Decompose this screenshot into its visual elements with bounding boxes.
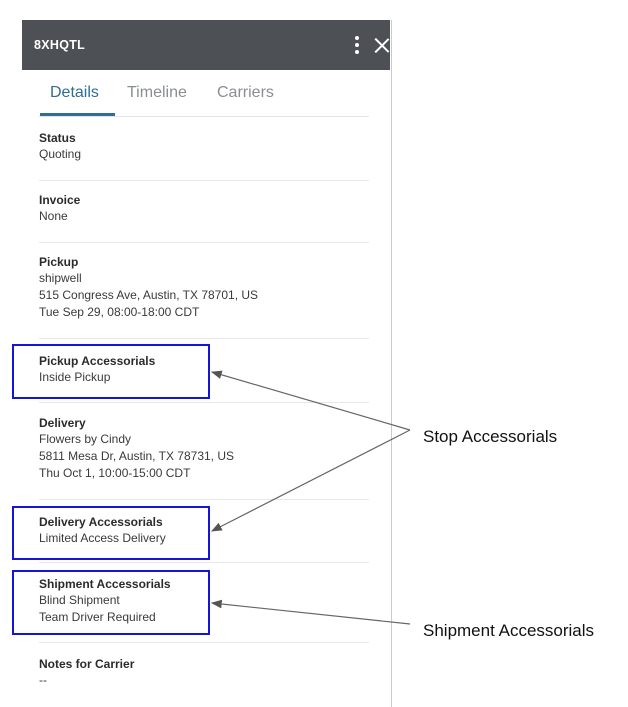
shipment-accessorials-label: Shipment Accessorials	[39, 577, 171, 591]
stop-accessorials-annotation: Stop Accessorials	[423, 427, 558, 446]
delivery-address: 5811 Mesa Dr, Austin, TX 78731, US	[39, 449, 234, 463]
arrow-to-delivery-accessorials	[212, 430, 410, 531]
shipment-accessorial-item: Team Driver Required	[39, 610, 156, 624]
pickup-accessorial-item: Inside Pickup	[39, 370, 111, 384]
pickup-company: shipwell	[39, 271, 82, 285]
tab-carriers[interactable]: Carriers	[217, 84, 274, 101]
delivery-time: Thu Oct 1, 10:00-15:00 CDT	[39, 466, 191, 480]
shipment-accessorial-item: Blind Shipment	[39, 593, 120, 607]
arrow-to-shipment-accessorials	[212, 603, 410, 624]
pickup-address: 515 Congress Ave, Austin, TX 78701, US	[39, 288, 259, 302]
delivery-company: Flowers by Cindy	[39, 432, 132, 446]
pickup-accessorials-label: Pickup Accessorials	[39, 354, 156, 368]
delivery-label: Delivery	[39, 416, 86, 430]
notes-for-carrier-value: --	[39, 673, 47, 687]
invoice-label: Invoice	[39, 193, 81, 207]
delivery-accessorials-label: Delivery Accessorials	[39, 515, 163, 529]
tab-details[interactable]: Details	[50, 84, 99, 101]
invoice-value: None	[39, 209, 68, 223]
shipment-id: 8XHQTL	[34, 38, 86, 52]
tab-timeline[interactable]: Timeline	[127, 84, 187, 101]
arrow-to-pickup-accessorials	[212, 372, 410, 430]
pickup-time: Tue Sep 29, 08:00-18:00 CDT	[39, 305, 200, 319]
status-value: Quoting	[39, 147, 82, 161]
status-label: Status	[39, 131, 76, 145]
notes-for-carrier-label: Notes for Carrier	[39, 657, 135, 671]
pickup-label: Pickup	[39, 255, 79, 269]
delivery-accessorial-item: Limited Access Delivery	[39, 531, 166, 545]
shipment-accessorials-annotation: Shipment Accessorials	[423, 621, 595, 640]
